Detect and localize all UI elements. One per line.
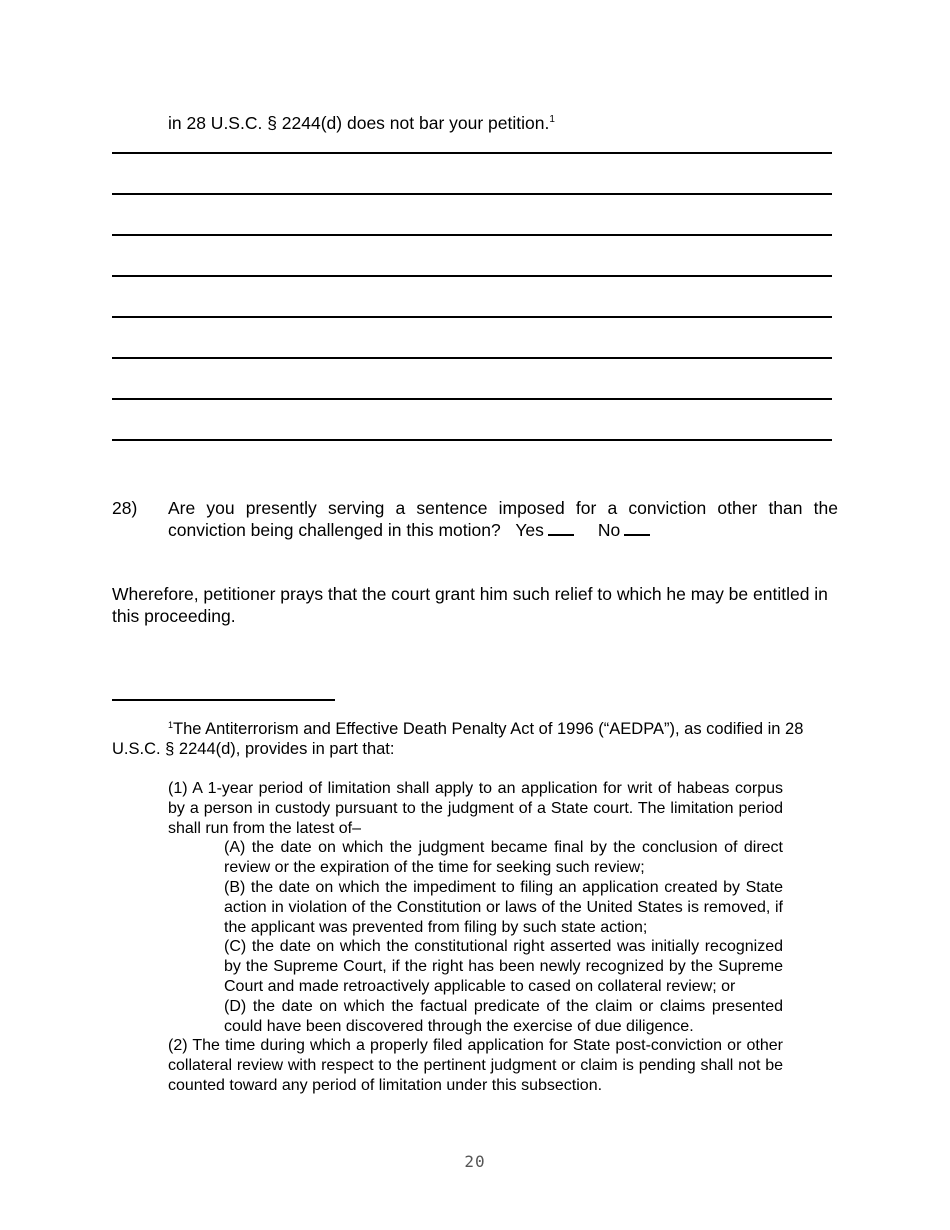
answer-line[interactable] xyxy=(112,318,832,359)
answer-line[interactable] xyxy=(112,195,832,236)
intro-text: in 28 U.S.C. § 2244(d) does not bar your petition. xyxy=(168,113,550,133)
statute-clause-c: (C) the date on which the constitutional right asserted was initially recognized by the Supreme Court, if the right has been newly recognized by the Supreme Court and made retroactively applicable to cased on collateral review; or xyxy=(224,938,783,995)
no-blank[interactable] xyxy=(624,520,650,536)
statute-clause-b: (B) the date on which the impediment to filing an application created by State action in violation of the Constitution or laws of the United States is removed, if the applicant was prevented from filing by such state action; xyxy=(224,878,783,936)
question-28-number: 28) xyxy=(112,498,138,518)
footnote-intro-text: The Antiterrorism and Effective Death Penalty Act of 1996 (“AEDPA”), as codified in 28 U.S.C. § 2244(d), provides in part that: xyxy=(112,720,804,758)
answer-line[interactable] xyxy=(112,236,832,277)
answer-line[interactable] xyxy=(112,154,832,195)
statute-paragraph-1: (1) A 1-year period of limitation shall apply to an application for writ of habeas corpus by a person in custody pursuant to the judgment of a State court. The limitation period shall run from the latest of– xyxy=(168,780,783,837)
answer-line[interactable] xyxy=(112,277,832,318)
intro-line xyxy=(168,112,555,134)
answer-lines xyxy=(112,152,832,441)
question-28-text: Are you presently serving a sentence imposed for a conviction other than the conviction being challenged in this motion? xyxy=(168,498,838,540)
answer-line[interactable] xyxy=(112,359,832,400)
yes-blank[interactable] xyxy=(548,520,574,536)
statute-quote xyxy=(168,779,783,1096)
statute-paragraph-2: (2) The time during which a properly filed application for State post-conviction or other collateral review with respect to the pertinent judgment or claim is pending shall not be counted toward any period of limitation under this subsection. xyxy=(168,1037,783,1094)
statute-clause-d: (D) the date on which the factual predicate of the claim or claims presented could have been discovered through the exercise of due diligence. xyxy=(224,997,783,1035)
footnote-marker: 1 xyxy=(168,720,174,730)
answer-line[interactable] xyxy=(112,400,832,441)
question-28 xyxy=(168,497,838,541)
no-label: No xyxy=(597,520,621,540)
footnote-reference: 1 xyxy=(549,114,555,125)
page-number: 20 xyxy=(464,1152,486,1171)
footnote-divider xyxy=(112,699,335,701)
statute-clause-a: (A) the date on which the judgment became final by the conclusion of direct review or the expiration of the time for seeking such review; xyxy=(224,839,783,877)
wherefore-paragraph: Wherefore, petitioner prays that the court grant him such relief to which he may be entitled in this proceeding. xyxy=(112,584,828,626)
yes-label: Yes xyxy=(515,520,544,540)
footnote-intro xyxy=(112,719,838,759)
